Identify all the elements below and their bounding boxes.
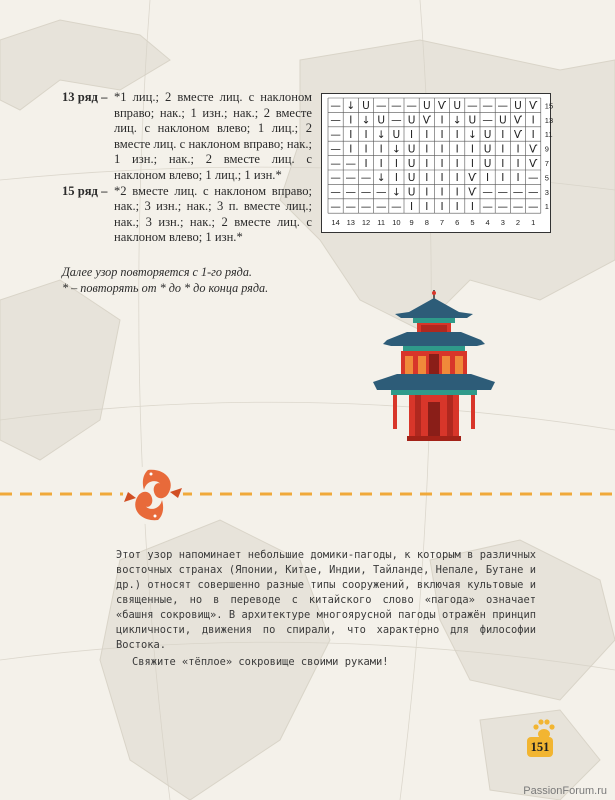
chart-cell-symbol: — bbox=[345, 172, 357, 185]
chart-cell-symbol: ↓ bbox=[361, 114, 371, 127]
chart-cell-symbol: I bbox=[470, 201, 474, 214]
chart-cell-symbol: U bbox=[498, 114, 507, 127]
page-number: 151 bbox=[527, 737, 553, 757]
row-13-text: *1 лиц.; 2 вместе лиц. с наклоном вправо; нак.; 1 изн.; нак.; 2 вместе лиц. с наклоном влево; 1 лиц.; 2 вместе лиц. с наклоном вправо; нак.; 1 изн.; нак.; 2 вместе лиц. с наклоном влево; 1 лиц.; 1 изн.* bbox=[114, 90, 312, 182]
chart-cell-symbol: — bbox=[391, 201, 402, 214]
chart-column-label: 7 bbox=[439, 218, 445, 228]
chart-column-label: 2 bbox=[515, 218, 521, 228]
chart-cell-symbol: U bbox=[453, 100, 462, 113]
chart-cell-symbol: U bbox=[514, 100, 522, 113]
chart-cell-symbol: Ѵ bbox=[468, 172, 477, 185]
pattern-notes bbox=[62, 264, 268, 296]
chart-cell-symbol: I bbox=[364, 157, 368, 170]
chart-cell-symbol: ↓ bbox=[391, 143, 401, 156]
chart-cell-symbol: U bbox=[483, 129, 492, 142]
chart-cell-symbol: Ѵ bbox=[529, 157, 538, 170]
chart-cell-symbol: — bbox=[406, 100, 417, 113]
chart-column-label: 13 bbox=[346, 218, 355, 228]
chart-cell-symbol: I bbox=[425, 143, 429, 156]
chart-cell-symbol: I bbox=[531, 114, 535, 127]
chart-cell-symbol: I bbox=[440, 172, 444, 185]
chart-cell-symbol: — bbox=[330, 201, 341, 214]
chart-column-label: 4 bbox=[485, 218, 490, 228]
chart-cell-symbol: — bbox=[345, 201, 357, 214]
chart-cell-symbol: I bbox=[455, 157, 459, 170]
chart-cell-symbol: I bbox=[349, 114, 353, 127]
chart-cell-symbol: I bbox=[486, 172, 490, 185]
chart-cell-symbol: I bbox=[440, 186, 444, 199]
chart-cell-symbol: U bbox=[483, 157, 492, 170]
chart-cell-symbol: ↓ bbox=[467, 129, 477, 142]
chart-cell-symbol: I bbox=[349, 129, 353, 142]
chart-cell-symbol: U bbox=[362, 100, 370, 113]
chart-cell-symbol: ↓ bbox=[452, 114, 462, 127]
chart-cell-symbol: — bbox=[360, 172, 372, 185]
chart-cell-symbol: U bbox=[377, 114, 386, 127]
chart-cell-symbol: — bbox=[330, 186, 341, 199]
knitting-chart-grid bbox=[322, 94, 554, 232]
chart-cell-symbol: I bbox=[425, 129, 429, 142]
chart-cell-symbol: I bbox=[425, 201, 429, 214]
chart-cell-symbol: — bbox=[497, 201, 509, 214]
chart-cell-symbol: — bbox=[467, 100, 478, 113]
chart-cell-symbol: I bbox=[455, 172, 459, 185]
chart-cell-symbol: — bbox=[375, 100, 387, 113]
row-15-instruction bbox=[62, 184, 312, 246]
chart-cell-symbol: U bbox=[407, 172, 416, 185]
chart-cell-symbol: I bbox=[440, 129, 444, 142]
chart-column-label: 3 bbox=[500, 218, 505, 228]
repeat-note: Далее узор повторяется с 1-го ряда. bbox=[62, 265, 252, 279]
dashed-divider bbox=[0, 492, 615, 496]
chart-cell-symbol: U bbox=[407, 186, 416, 199]
chart-cell-symbol: I bbox=[425, 186, 429, 199]
chart-cell-symbol: — bbox=[330, 157, 341, 170]
chart-cell-symbol: Ѵ bbox=[513, 129, 523, 142]
story-paragraph: Этот узор напоминает небольшие домики-пагоды, к которым в различных восточных странах (Японии, Китае, Индии, Тайланде, Непале, Бутане и др.) относят совершенно разные типы сооружений, включая культовые и священные, но в переводе с китайского слово «пагода» означает «башня сокровищ». В архитектуре многоярусной пагоды отражён принцип цикличности, движения по спирали, что характерно для философии Востока. bbox=[116, 549, 536, 651]
chart-cell-symbol: I bbox=[455, 201, 459, 214]
chart-cell-symbol: I bbox=[531, 129, 535, 142]
chart-cell-symbol: U bbox=[407, 157, 416, 170]
chart-cell-symbol: — bbox=[482, 114, 493, 127]
row-15-label: 15 ряд – bbox=[62, 183, 108, 198]
chart-cell-symbol: I bbox=[440, 201, 444, 214]
chart-column-label: 9 bbox=[409, 218, 414, 228]
chart-column-label: 14 bbox=[331, 218, 340, 228]
chart-cell-symbol: I bbox=[349, 143, 353, 156]
chart-cell-symbol: Ѵ bbox=[422, 114, 431, 127]
chart-cell-symbol: — bbox=[360, 201, 372, 214]
chart-column-label: 8 bbox=[424, 218, 429, 228]
chart-cell-symbol: — bbox=[330, 129, 341, 142]
chart-cell-symbol: I bbox=[425, 172, 429, 185]
chart-cell-symbol: — bbox=[345, 186, 357, 199]
chart-cell-symbol: I bbox=[455, 143, 459, 156]
chart-cell-symbol: Ѵ bbox=[529, 143, 538, 156]
chart-cell-symbol: U bbox=[483, 143, 492, 156]
chart-cell-symbol: I bbox=[379, 157, 383, 170]
chart-cell-symbol: U bbox=[407, 143, 416, 156]
chart-cell-symbol: — bbox=[345, 157, 357, 170]
chart-row-label: 5 bbox=[544, 173, 549, 183]
chart-cell-symbol: — bbox=[330, 114, 341, 127]
chart-cell-symbol: I bbox=[501, 172, 505, 185]
chart-column-label: 6 bbox=[455, 218, 460, 228]
chart-cell-symbol: I bbox=[440, 157, 444, 170]
chart-cell-symbol: — bbox=[375, 201, 387, 214]
chart-cell-symbol: Ѵ bbox=[513, 114, 523, 127]
chart-cell-symbol: I bbox=[364, 143, 368, 156]
chart-cell-symbol: I bbox=[440, 143, 444, 156]
chart-cell-symbol: I bbox=[455, 129, 459, 142]
chart-cell-symbol: — bbox=[512, 201, 524, 214]
watermark: PassionForum.ru bbox=[523, 785, 607, 797]
chart-column-label: 5 bbox=[470, 218, 475, 228]
chart-cell-symbol: I bbox=[516, 172, 520, 185]
pagoda-illustration bbox=[373, 290, 495, 442]
chart-cell-symbol: I bbox=[410, 201, 414, 214]
chart-cell-symbol: — bbox=[482, 201, 493, 214]
chart-cell-symbol: I bbox=[501, 143, 505, 156]
chart-cell-symbol: I bbox=[470, 157, 474, 170]
chart-cell-symbol: U bbox=[392, 129, 401, 142]
chart-row-label: 1 bbox=[544, 202, 549, 212]
chart-cell-symbol: I bbox=[379, 143, 383, 156]
pagoda-story bbox=[116, 548, 536, 670]
chart-cell-symbol: I bbox=[410, 129, 414, 142]
chart-cell-symbol: — bbox=[482, 186, 493, 199]
chart-column-label: 11 bbox=[377, 218, 386, 228]
chart-cell-symbol: I bbox=[394, 157, 398, 170]
chart-cell-symbol: — bbox=[512, 186, 524, 199]
chart-cell-symbol: I bbox=[516, 143, 520, 156]
chart-cell-symbol: U bbox=[407, 114, 416, 127]
chart-row-label: 3 bbox=[544, 187, 549, 197]
chart-cell-symbol: Ѵ bbox=[468, 186, 477, 199]
chart-cell-symbol: I bbox=[516, 157, 520, 170]
chart-cell-symbol: ↓ bbox=[376, 129, 386, 142]
chart-cell-symbol: I bbox=[501, 157, 505, 170]
story-closing: Свяжите «тёплое» сокровище своими руками! bbox=[132, 656, 389, 668]
chart-cell-symbol: — bbox=[330, 100, 341, 113]
chart-cell-symbol: — bbox=[482, 100, 493, 113]
chart-cell-symbol: ↓ bbox=[391, 186, 401, 199]
chart-column-label: 10 bbox=[392, 218, 401, 228]
chart-column-label: 1 bbox=[531, 218, 536, 228]
chart-cell-symbol: I bbox=[501, 129, 505, 142]
row-13-instruction bbox=[62, 90, 312, 184]
chart-cell-symbol: — bbox=[527, 172, 539, 185]
chart-cell-symbol: I bbox=[394, 172, 398, 185]
chart-cell-symbol: U bbox=[468, 114, 477, 127]
chart-cell-symbol: ↓ bbox=[346, 100, 356, 113]
chart-row-label: 15 bbox=[544, 101, 554, 111]
chart-cell-symbol: I bbox=[470, 143, 474, 156]
chart-cell-symbol: — bbox=[330, 172, 341, 185]
chart-cell-symbol: I bbox=[455, 186, 459, 199]
chart-cell-symbol: — bbox=[497, 100, 509, 113]
chart-row-label: 7 bbox=[544, 158, 549, 168]
chart-cell-symbol: ↓ bbox=[376, 172, 386, 185]
chart-cell-symbol: — bbox=[391, 114, 402, 127]
chart-cell-symbol: I bbox=[425, 157, 429, 170]
chart-row-label: 9 bbox=[544, 144, 549, 154]
chart-row-label: 13 bbox=[544, 115, 554, 125]
asterisk-note: * – повторять от * до * до конца ряда. bbox=[62, 281, 269, 295]
knitting-chart bbox=[321, 93, 554, 233]
chart-row-label: 11 bbox=[544, 130, 553, 140]
chart-cell-symbol: — bbox=[360, 186, 372, 199]
chart-cell-symbol: I bbox=[440, 114, 444, 127]
chart-cell-symbol: — bbox=[391, 100, 402, 113]
chart-column-label: 12 bbox=[361, 218, 371, 228]
chart-cell-symbol: U bbox=[422, 100, 431, 113]
chart-cell-symbol: — bbox=[375, 186, 387, 199]
chart-cell-symbol: Ѵ bbox=[529, 100, 538, 113]
chart-cell-symbol: — bbox=[330, 143, 341, 156]
row-13-label: 13 ряд – bbox=[62, 90, 108, 104]
chart-cell-symbol: — bbox=[527, 186, 539, 199]
chart-cell-symbol: I bbox=[364, 129, 368, 142]
koi-fish-icon bbox=[118, 462, 188, 528]
row-instructions bbox=[62, 90, 312, 246]
chart-cell-symbol: — bbox=[527, 201, 539, 214]
row-15-text: *2 вместе лиц. с наклоном вправо; нак.; 3 изн.; нак.; 3 п. вместе лиц.; нак.; 3 изн.; нак.; 2 вместе лиц. с наклоном влево; 1 изн.* bbox=[114, 183, 312, 245]
chart-cell-symbol: Ѵ bbox=[437, 100, 447, 113]
chart-cell-symbol: — bbox=[497, 186, 509, 199]
